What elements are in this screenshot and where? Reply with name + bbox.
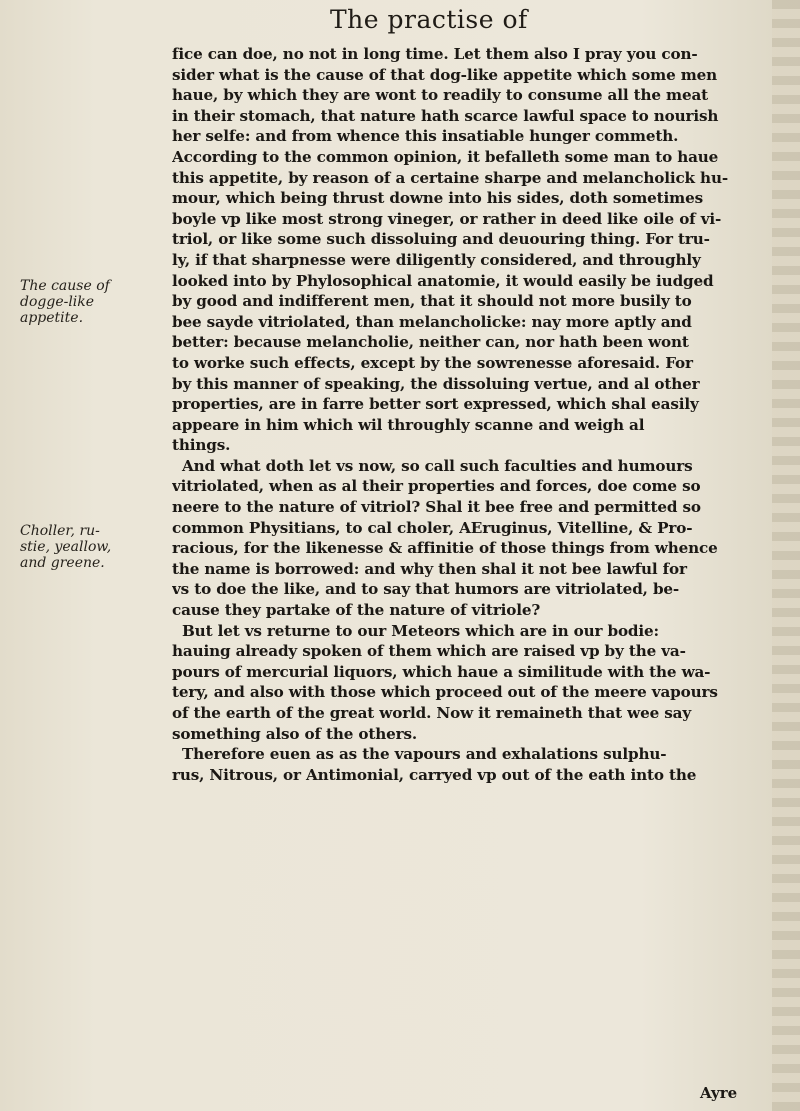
adjacent-page-edge bbox=[772, 0, 800, 1111]
margin-note-line: stie, yeallow, bbox=[20, 539, 112, 555]
text-line: vs to doe the like, and to say that humors are vitriolated, be- bbox=[172, 580, 680, 599]
text-line: sider what is the cause of that dog-like appetite which some men bbox=[172, 65, 718, 84]
text-line: rus, Nitrous, or Antimonial, carryed vp out of the eath into the bbox=[172, 765, 697, 784]
text-line: her selfe: and from whence this insatiable hunger commeth. bbox=[172, 127, 679, 146]
text-line: pours of mercurial liquors, which haue a similitude with the wa- bbox=[172, 662, 711, 681]
margin-note-line: dogge-like bbox=[20, 294, 95, 310]
text-line: of the earth of the great world. Now it remaineth that wee say bbox=[172, 704, 692, 722]
text-line: common Physitians, to cal choler, AEruginus, Vitelline, & Pro- bbox=[172, 518, 693, 537]
text-line: triol, or like some such dissoluing and deuouring thing. For tru- bbox=[172, 230, 710, 249]
text-line: properties, are in farre better sort expressed, which shal easily bbox=[172, 395, 699, 414]
text-line: haue, by which they are wont to readily to consume all the meat bbox=[172, 86, 709, 105]
catchword: Ayre bbox=[700, 1084, 738, 1102]
text-line: in their stomach, that nature hath scarce lawful space to nourish bbox=[172, 106, 719, 125]
text-line: According to the common opinion, it befalleth some man to haue bbox=[172, 147, 719, 166]
text-line: appeare in him which wil throughly scanne and weigh al bbox=[172, 415, 645, 434]
text-line: Therefore euen as as the vapours and exhalations sulphu- bbox=[182, 745, 667, 764]
text-line: bee sayde vitriolated, than melancholicke: nay more aptly and bbox=[172, 312, 692, 331]
text-line: hauing already spoken of them which are raised vp by the va- bbox=[172, 642, 686, 661]
body-text bbox=[172, 44, 762, 785]
text-line: looked into by Phylosophical anatomie, it would easily be iudged bbox=[172, 271, 714, 290]
margin-note-line: Choller, ru- bbox=[20, 523, 100, 539]
margin-note-dogge-like bbox=[20, 278, 170, 326]
margin-note-choller bbox=[20, 523, 170, 571]
text-line: vitriolated, when as al their properties and forces, doe come so bbox=[172, 477, 701, 496]
margin-note-line: appetite. bbox=[20, 310, 84, 326]
text-line: by this manner of speaking, the dissoluing vertue, and al other bbox=[172, 374, 700, 393]
text-line: mour, which being thrust downe into his sides, doth sometimes bbox=[172, 189, 703, 208]
margin-note-line: and greene. bbox=[20, 555, 105, 571]
text-line: cause they partake of the nature of vitriole? bbox=[172, 601, 541, 620]
text-line: boyle vp like most strong vineger, or rather in deed like oile of vi- bbox=[172, 209, 722, 228]
margin-note-line: The cause of bbox=[20, 278, 110, 294]
text-line: But let vs returne to our Meteors which are in our bodie: bbox=[182, 621, 659, 640]
text-line: racious, for the likenesse & affinitie of those things from whence bbox=[172, 539, 718, 558]
text-line: by good and indifferent men, that it should not more busily to bbox=[172, 292, 692, 311]
text-line: things. bbox=[172, 436, 231, 455]
text-line: tery, and also with those which proceed out of the meere vapours bbox=[172, 683, 718, 702]
text-line: this appetite, by reason of a certaine sharpe and melancholick hu- bbox=[172, 168, 728, 187]
text-line: the name is borrowed: and why then shal it not bee lawful for bbox=[172, 559, 687, 578]
text-line: fice can doe, no not in long time. Let them also I pray you con- bbox=[172, 45, 698, 63]
text-line: And what doth let vs now, so call such faculties and humours bbox=[182, 456, 693, 475]
text-line: neere to the nature of vitriol? Shal it bee free and permitted so bbox=[172, 498, 701, 517]
text-line: to worke such effects, except by the sowrenesse aforesaid. For bbox=[172, 353, 693, 372]
running-head: The practise of bbox=[330, 5, 528, 34]
text-line: something also of the others. bbox=[172, 724, 418, 743]
text-line: better: because melancholie, neither can, nor hath been wont bbox=[172, 333, 689, 352]
text-line: ly, if that sharpnesse were diligently considered, and throughly bbox=[172, 250, 701, 269]
